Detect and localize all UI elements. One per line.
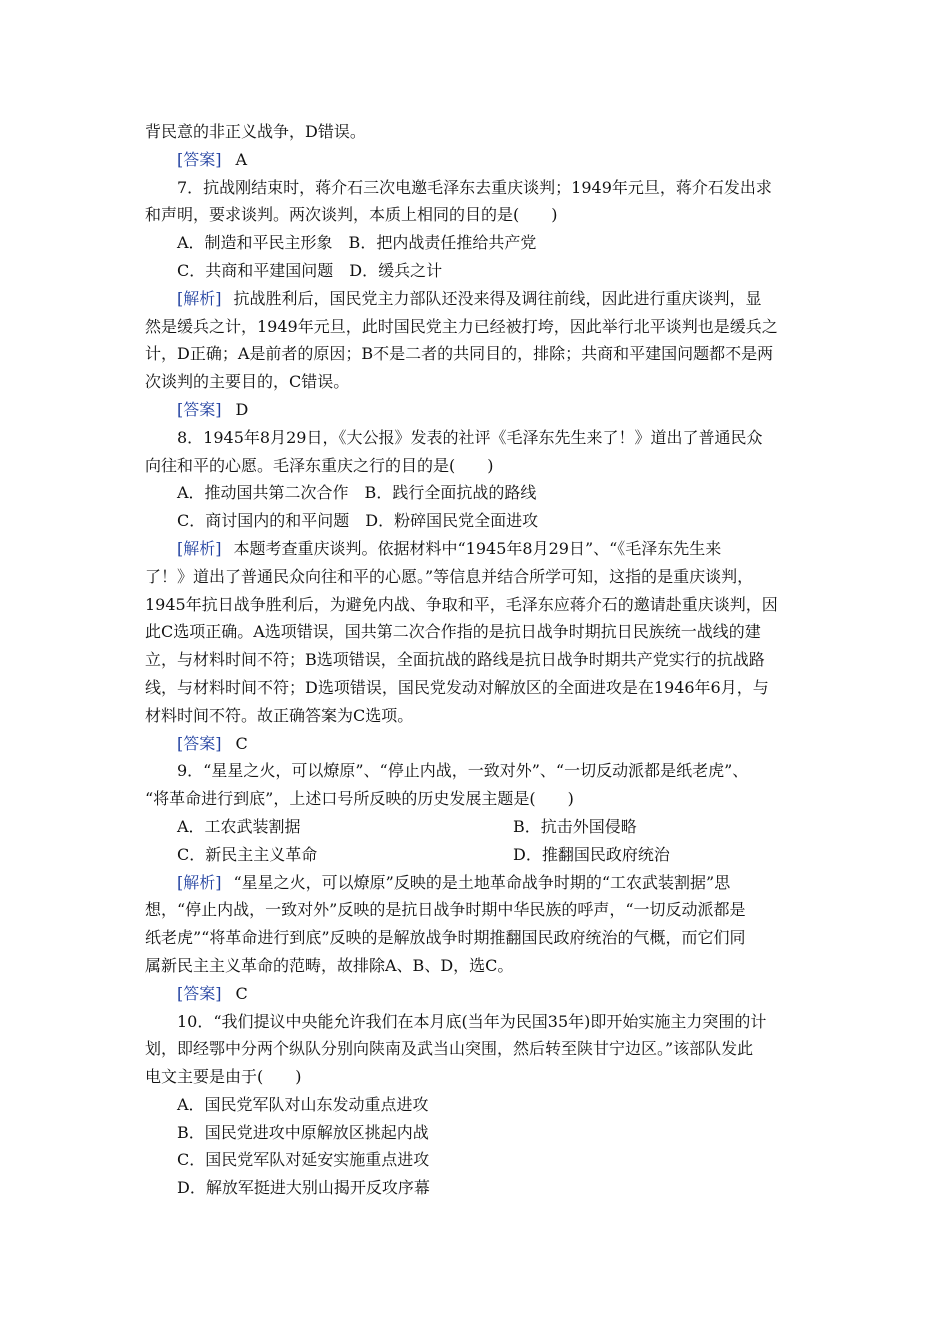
answer-line-q6 xyxy=(145,146,798,174)
question-9-explain xyxy=(145,869,798,897)
question-7-options-cd: C．共商和平建国问题 D．缓兵之计 xyxy=(177,260,443,280)
question-9-stem: 9．“星星之火，可以燎原”、“停止内战，一致对外”、“一切反动派都是纸老虎”、 xyxy=(177,761,749,781)
question-7-explain-cont: 计，D正确；A是前者的原因；B不是二者的共同目的，排除；共商和平建国问题都不是两 xyxy=(145,344,774,364)
question-10-option-a: A．国民党军队对山东发动重点进攻 xyxy=(177,1094,429,1114)
explain-tag: [解析] xyxy=(177,288,222,308)
question-10-option-c: C．国民党军队对延安实施重点进攻 xyxy=(177,1150,430,1170)
question-7-explain-cont: 然是缓兵之计，1949年元旦，此时国民党主力已经被打垮，因此举行北平谈判也是缓兵之 xyxy=(145,316,778,336)
question-8-explain-cont: 材料时间不符。故正确答案为C选项。 xyxy=(145,705,414,725)
explain-text: “星星之火，可以燎原”反映的是土地革命战争时期的“工农武装割据”思 xyxy=(233,872,731,892)
question-7-options-ab: A．制造和平民主形象 B．把内战责任推给共产党 xyxy=(177,233,537,253)
answer-tag: [答案] xyxy=(177,733,222,753)
explain-text: 本题考查重庆谈判。依据材料中“1945年8月29日”、“《毛泽东先生来 xyxy=(233,538,722,558)
answer-tag: [答案] xyxy=(177,149,222,169)
question-9-explain-cont: 想，“停止内战，一致对外”反映的是抗日战争时期中华民族的呼声，“一切反动派都是 xyxy=(145,900,746,920)
question-8-explain-cont: 1945年抗日战争胜利后，为避免内战、争取和平，毛泽东应蒋介石的邀请赴重庆谈判，因 xyxy=(145,594,778,614)
text-line: 背民意的非正义战争，D错误。 xyxy=(145,122,366,141)
question-8-options-ab: A．推动国共第二次合作 B．践行全面抗战的路线 xyxy=(177,483,537,503)
answer-value: D xyxy=(235,399,249,419)
answer-line-q9 xyxy=(145,980,798,1008)
question-8-explain xyxy=(145,535,798,563)
question-8-stem-cont: 向往和平的心愿。毛泽东重庆之行的目的是( ) xyxy=(145,455,494,475)
question-10-option-d: D．解放军挺进大别山揭开反攻序幕 xyxy=(177,1178,430,1198)
question-10-option-b: B．国民党进攻中原解放区挑起内战 xyxy=(177,1122,429,1142)
answer-value: A xyxy=(235,149,248,169)
question-7-explain xyxy=(145,285,798,313)
question-10-stem: 10．“我们提议中央能允许我们在本月底(当年为民国35年)即开始实施主力突围的计 xyxy=(177,1011,767,1031)
explain-tag: [解析] xyxy=(177,872,222,892)
answer-line-q8 xyxy=(145,730,798,758)
question-7-stem-cont: 和声明，要求谈判。两次谈判，本质上相同的目的是( ) xyxy=(145,205,558,225)
question-8-options-cd: C．商讨国内的和平问题 D．粉碎国民党全面进攻 xyxy=(177,511,539,531)
option-d: D．推翻国民政府统治 xyxy=(513,844,670,864)
question-9-explain-cont: 纸老虎”“将革命进行到底”反映的是解放战争时期推翻国民政府统治的气概，而它们同 xyxy=(145,928,746,948)
option-b: B．抗击外国侵略 xyxy=(513,816,637,836)
question-10-stem-cont: 划，即经鄂中分两个纵队分别向陕南及武当山突围，然后转至陕甘宁边区。”该部队发此 xyxy=(145,1039,754,1059)
question-8-explain-cont: 立，与材料时间不符；B选项错误，全面抗战的路线是抗日战争时期共产党实行的抗战路 xyxy=(145,650,765,670)
question-9-stem-cont: “将革命进行到底”，上述口号所反映的历史发展主题是( ) xyxy=(145,789,574,809)
question-9-options-ab xyxy=(145,813,798,841)
question-9-options-cd xyxy=(145,841,798,869)
answer-tag: [答案] xyxy=(177,399,222,419)
question-8-explain-cont: 此C选项正确。A选项错误，国共第二次合作指的是抗日战争时期抗日民族统一战线的建 xyxy=(145,622,761,642)
answer-line-q7 xyxy=(145,396,798,424)
answer-value: C xyxy=(235,983,248,1003)
question-10-stem-cont: 电文主要是由于( ) xyxy=(145,1067,302,1087)
question-9-explain-cont: 属新民主主义革命的范畴，故排除A、B、D，选C。 xyxy=(145,955,514,975)
question-7-stem: 7．抗战刚结束时，蒋介石三次电邀毛泽东去重庆谈判；1949年元旦，蒋介石发出求 xyxy=(177,177,772,197)
answer-value: C xyxy=(235,733,248,753)
answer-tag: [答案] xyxy=(177,983,222,1003)
option-a: A．工农武装割据 xyxy=(177,816,301,836)
explain-tag: [解析] xyxy=(177,538,222,558)
question-8-explain-cont: 线，与材料时间不符；D选项错误，国民党发动对解放区的全面进攻是在1946年6月，与 xyxy=(145,677,769,697)
question-8-explain-cont: 了！》道出了普通民众向往和平的心愿。”等信息并结合所学可知，这指的是重庆谈判， xyxy=(145,566,754,586)
question-7-explain-cont: 次谈判的主要目的，C错误。 xyxy=(145,372,350,392)
question-8-stem: 8．1945年8月29日，《大公报》发表的社评《毛泽东先生来了！》道出了普通民众 xyxy=(177,427,763,447)
option-c: C．新民主主义革命 xyxy=(177,844,318,864)
explain-text: 抗战胜利后，国民党主力部队还没来得及调往前线，因此进行重庆谈判，显 xyxy=(233,288,762,308)
